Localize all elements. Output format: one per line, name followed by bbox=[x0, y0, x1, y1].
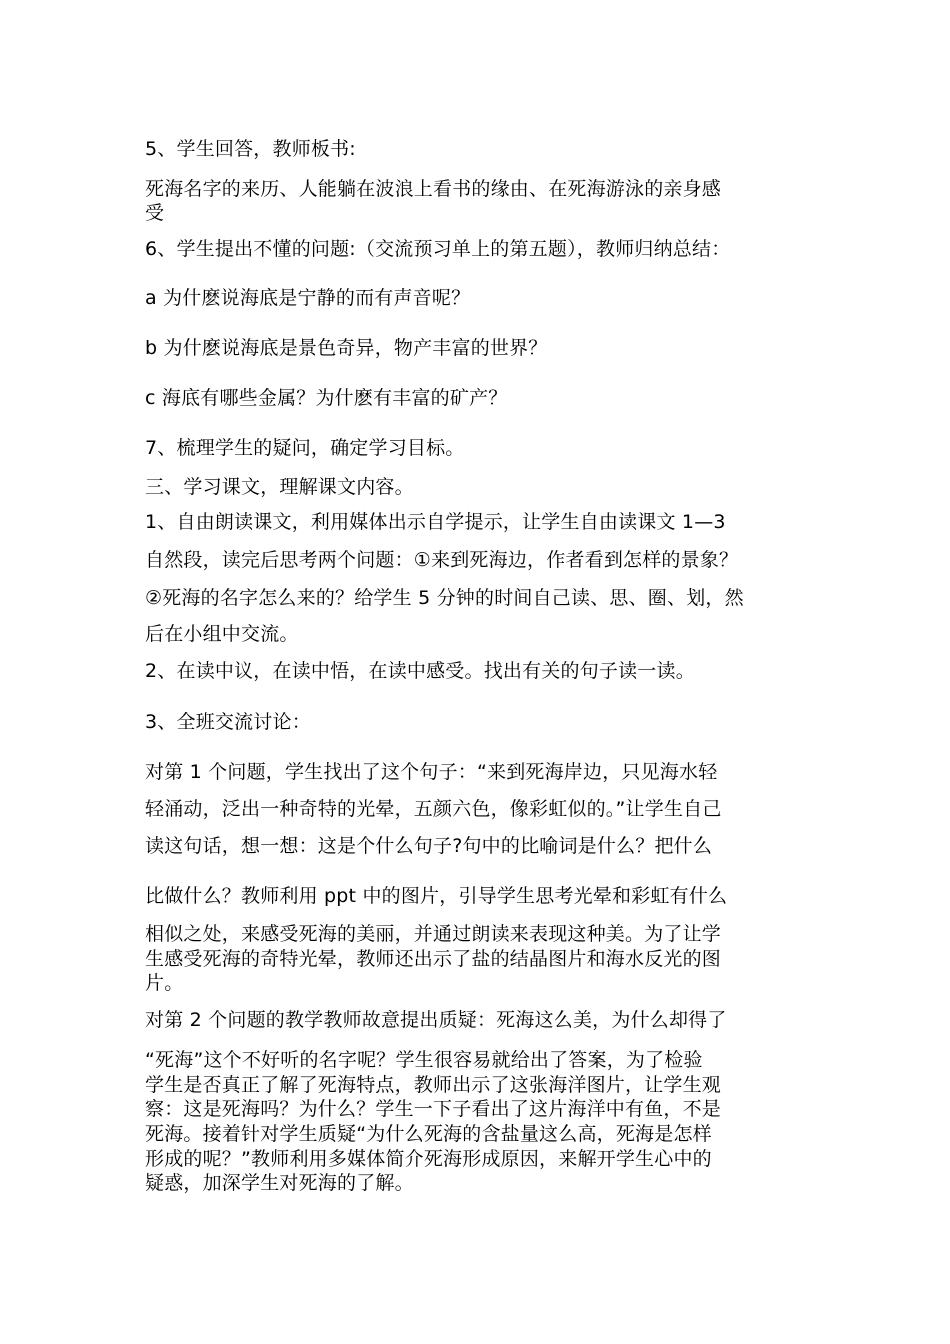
text-line: 6、学生提出不懂的问题:（交流预习单上的第五题），教师归纳总结： bbox=[145, 238, 731, 260]
text-line: 三、学习课文，理解课文内容。 bbox=[145, 476, 414, 498]
text-line: 比做什么？教师利用 ppt 中的图片，引导学生思考光晕和彩虹有什么 bbox=[145, 885, 728, 907]
text-line: 死海名字的来历、人能躺在波浪上看书的缘由、在死海游泳的亲身感 bbox=[145, 178, 722, 200]
text-line: 轻涌动，泛出一种奇特的光晕，五颜六色，像彩虹似的。”让学生自己 bbox=[145, 798, 722, 820]
text-line: 学生是否真正了解了死海特点，教师出示了这张海洋图片，让学生观 bbox=[145, 1074, 722, 1096]
text-line: 5、学生回答，教师板书: bbox=[145, 138, 356, 160]
text-line: 自然段，读完后思考两个问题：①来到死海边，作者看到怎样的景象？ bbox=[145, 549, 739, 571]
text-line: b 为什麽说海底是景色奇异，物产丰富的世界？ bbox=[145, 337, 548, 359]
text-line: 1、自由朗读课文，利用媒体出示自学提示，让学生自由读课文 1—3 bbox=[145, 511, 726, 533]
text-line: 形成的呢？”教师利用多媒体简介死海形成原因，来解开学生心中的 bbox=[145, 1148, 712, 1170]
text-line: 读这句话，想一想：这是个什么句子?句中的比喻词是什么？把什么 bbox=[145, 835, 713, 857]
text-line: 受 bbox=[145, 202, 165, 224]
text-line: 死海。接着针对学生质疑“为什么死海的含盐量这么高，死海是怎样 bbox=[145, 1123, 712, 1145]
text-line: “死海”这个不好听的名字呢？学生很容易就给出了答案，为了检验 bbox=[145, 1049, 703, 1071]
text-line: 相似之处，来感受死海的美丽，并通过朗读来表现这种美。为了让学 bbox=[145, 923, 722, 945]
text-line: c 海底有哪些金属？为什麽有丰富的矿产？ bbox=[145, 387, 508, 409]
text-line: 3、全班交流讨论： bbox=[145, 711, 311, 733]
text-line: 后在小组中交流。 bbox=[145, 623, 299, 645]
text-line: 生感受死海的奇特光晕，教师还出示了盐的结晶图片和海水反光的图 bbox=[145, 948, 722, 970]
text-line: 片。 bbox=[145, 972, 184, 994]
text-line: 2、在读中议，在读中悟，在读中感受。找出有关的句子读一读。 bbox=[145, 660, 695, 682]
text-line: ②死海的名字怎么来的？给学生 5 分钟的时间自己读、思、圈、划，然 bbox=[145, 587, 744, 609]
text-line: 对第 2 个问题的教学教师故意提出质疑：死海这么美，为什么却得了 bbox=[145, 1009, 727, 1031]
text-line: 7、梳理学生的疑问，确定学习目标。 bbox=[145, 437, 465, 459]
text-line: 察：这是死海吗？为什么？学生一下子看出了这片海洋中有鱼，不是 bbox=[145, 1098, 722, 1120]
text-line: 疑惑，加深学生对死海的了解。 bbox=[145, 1172, 414, 1194]
text-line: a 为什麽说海底是宁静的而有声音呢？ bbox=[145, 287, 471, 309]
text-line: 对第 1 个问题，学生找出了这个句子：“来到死海岸边，只见海水轻 bbox=[145, 761, 718, 783]
